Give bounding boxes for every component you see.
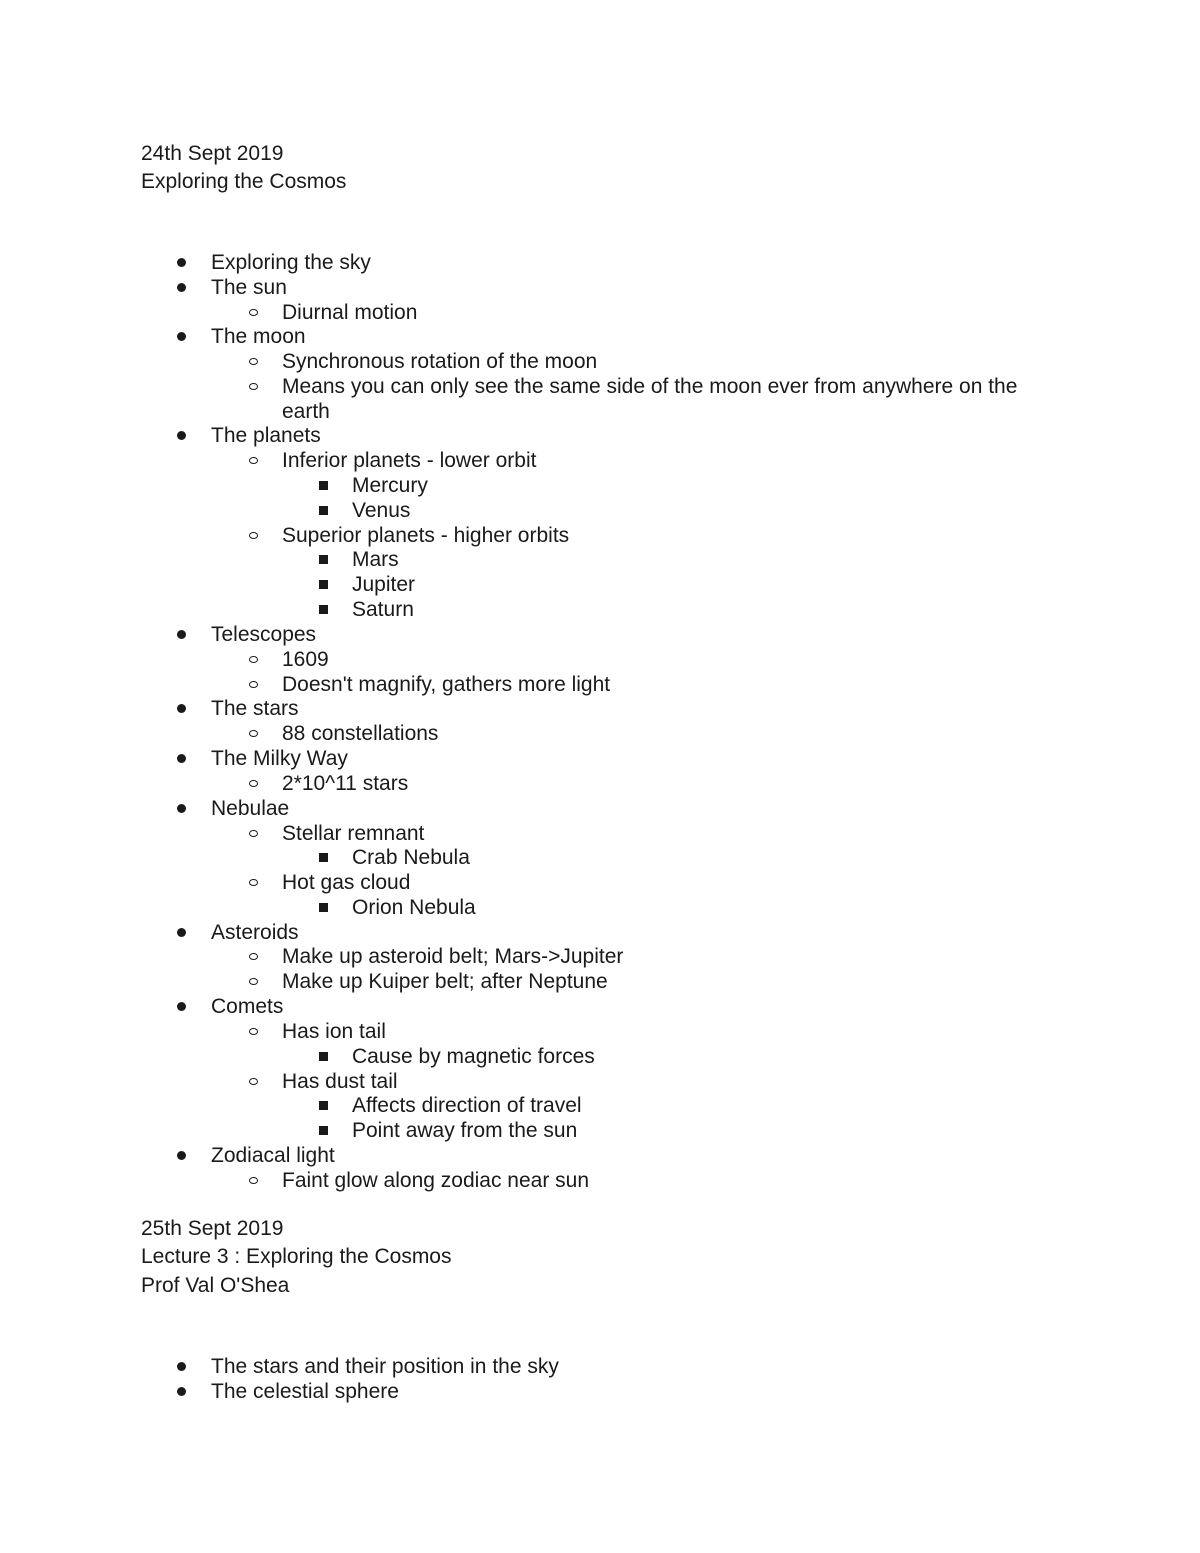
list-item: Exploring the sky [211,250,371,275]
bullet-disc-icon [177,1387,186,1396]
section2-lecturer: Prof Val O'Shea [141,1274,290,1297]
list-item: The moon [211,324,306,349]
list-item: Inferior planets - lower orbit [282,448,536,473]
bullet-disc-icon [177,704,186,713]
bullet-square-icon [319,1101,328,1110]
list-item: Affects direction of travel [352,1093,582,1118]
list-item: The stars [211,696,299,721]
bullet-circle-icon [249,830,258,837]
section1-title: Exploring the Cosmos [141,170,347,193]
bullet-circle-icon [249,309,258,316]
list-item: Nebulae [211,796,289,821]
bullet-disc-icon [177,332,186,341]
list-item: Jupiter [352,572,415,597]
list-item: Has dust tail [282,1069,398,1094]
bullet-disc-icon [177,1002,186,1011]
bullet-square-icon [319,1052,328,1061]
section1-date: 24th Sept 2019 [141,142,284,165]
bullet-disc-icon [177,258,186,267]
bullet-circle-icon [249,1028,258,1035]
list-item: Telescopes [211,622,316,647]
bullet-circle-icon [249,532,258,539]
bullet-circle-icon [249,1177,258,1184]
list-item: Mars [352,547,399,572]
list-item: The sun [211,275,287,300]
list-item: Saturn [352,597,414,622]
list-item: Hot gas cloud [282,870,410,895]
list-item: Superior planets - higher orbits [282,523,569,548]
list-item: Diurnal motion [282,300,417,325]
bullet-disc-icon [177,1151,186,1160]
bullet-circle-icon [249,780,258,787]
list-item: Stellar remnant [282,821,424,846]
bullet-disc-icon [177,754,186,763]
bullet-disc-icon [177,431,186,440]
bullet-circle-icon [249,978,258,985]
bullet-disc-icon [177,928,186,937]
bullet-square-icon [319,1126,328,1135]
list-item: Crab Nebula [352,845,470,870]
list-item: 88 constellations [282,721,438,746]
bullet-square-icon [319,605,328,614]
bullet-disc-icon [177,283,186,292]
bullet-disc-icon [177,630,186,639]
bullet-square-icon [319,506,328,515]
list-item: The planets [211,423,321,448]
bullet-circle-icon [249,457,258,464]
list-item: Synchronous rotation of the moon [282,349,597,374]
list-item: The stars and their position in the sky [211,1354,559,1379]
bullet-square-icon [319,853,328,862]
list-item: The celestial sphere [211,1379,399,1404]
list-item: 2*10^11 stars [282,771,408,796]
bullet-circle-icon [249,681,258,688]
list-item: Point away from the sun [352,1118,577,1143]
bullet-circle-icon [249,656,258,663]
bullet-circle-icon [249,1078,258,1085]
bullet-square-icon [319,555,328,564]
bullet-circle-icon [249,879,258,886]
list-item: Zodiacal light [211,1143,335,1168]
section2-date: 25th Sept 2019 [141,1217,284,1240]
list-item: Mercury [352,473,428,498]
list-item: Comets [211,994,283,1019]
bullet-square-icon [319,580,328,589]
list-item: Make up Kuiper belt; after Neptune [282,969,608,994]
bullet-circle-icon [249,383,258,390]
list-item: 1609 [282,647,329,672]
section2-title: Lecture 3 : Exploring the Cosmos [141,1245,452,1268]
bullet-disc-icon [177,1362,186,1371]
list-item-continuation: earth [282,400,330,423]
bullet-square-icon [319,481,328,490]
list-item: The Milky Way [211,746,348,771]
list-item: Means you can only see the same side of the moon ever from anywhere on the [282,374,1017,399]
bullet-square-icon [319,903,328,912]
list-item: Doesn't magnify, gathers more light [282,672,610,697]
bullet-circle-icon [249,730,258,737]
bullet-disc-icon [177,804,186,813]
bullet-circle-icon [249,953,258,960]
list-item: Has ion tail [282,1019,386,1044]
list-item: Make up asteroid belt; Mars->Jupiter [282,944,623,969]
bullet-circle-icon [249,358,258,365]
list-item: Orion Nebula [352,895,476,920]
list-item: Faint glow along zodiac near sun [282,1168,589,1193]
list-item: Asteroids [211,920,299,945]
list-item: Venus [352,498,410,523]
list-item: Cause by magnetic forces [352,1044,595,1069]
